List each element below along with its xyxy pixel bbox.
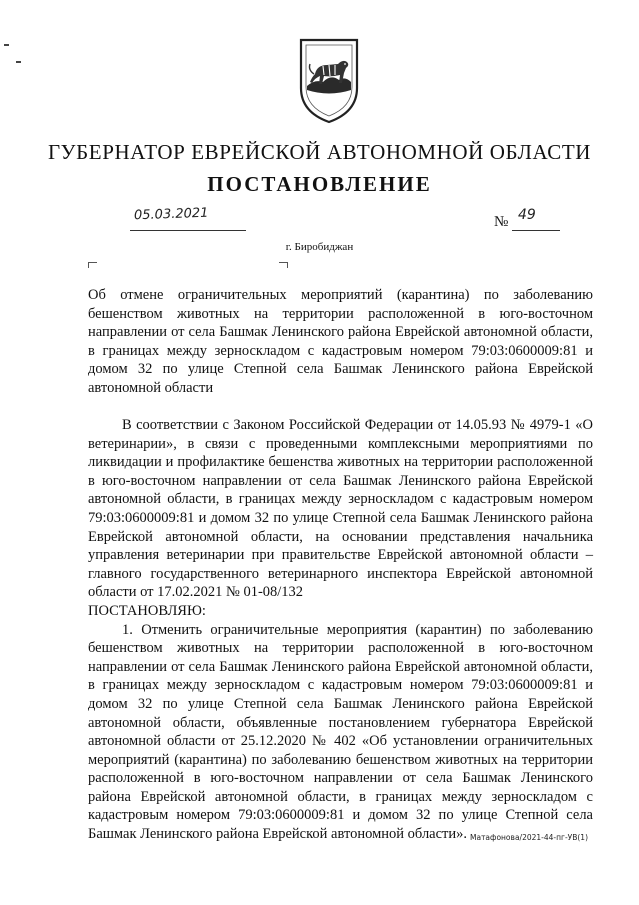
subject-corner-mark-left bbox=[88, 262, 97, 268]
resolution-item-1: 1. Отменить ограничительные мероприятия (карантин) по заболеванию бешенством животных на территории расположенной в юго-восточном направлении от села Башмак Ленинского района Еврейской автономной области, в границах между зерноскладом с кадастровым номером 79:03:0600009:81 и домом 32 по улице Степной села Башмак Ленинского района Еврейской автономной области, объявленные постановлением губернатора Еврейской автономной области от 25.12.2020 № 402 «Об установлении ограничительных мероприятий (карантина) по заболеванию бешенством животных на территории расположенной в юго-восточном направлении от села Башмак Ленинского района Еврейской автономной области, в границах между зерноскладом с кадастровым номером 79:03:0600009:81 и домом 32 по улице Степной села Башмак Ленинского района Еврейской автономной области». bbox=[88, 621, 593, 843]
document-subject: Об отмене ограничительных мероприятий (карантина) по заболеванию бешенством животных на территории расположенной в юго-восточном направлении от села Башмак Ленинского района Еврейской автономной области, в границах между зерноскладом с кадастровым номером 79:03:0600009:81 и домом 32 по улице Степной села Башмак Ленинского района Еврейской автономной области bbox=[88, 287, 593, 396]
document-date: 05.03.2021 bbox=[133, 205, 209, 224]
preamble-paragraph: В соответствии с Законом Российской Федерации от 14.05.93 № 4979-1 «О ветеринарии», в связи с проведенными комплексными мероприятиями по ликвидации и профилактике бешенства животных на территории расположенной в юго-восточном направлении от села Башмак Ленинского района Еврейской автономной области, в границах между зерноскладом с кадастровым номером 79:03:0600009:81 и домом 32 по улице Степной села Башмак Ленинского района Еврейской автономной области, на основании представления начальника управления ветеринарии при правительстве Еврейской автономной области – главного государственного ветеринарного инспектора Еврейской автономной области от 17.02.2021 № 01-08/132 bbox=[88, 417, 593, 601]
number-prefix: № bbox=[494, 214, 509, 230]
document-type: ПОСТАНОВЛЕНИЕ bbox=[207, 172, 432, 196]
document-body bbox=[88, 416, 593, 844]
document-number: 49 bbox=[518, 207, 536, 223]
issuing-authority: ГУБЕРНАТОР ЕВРЕЙСКОЙ АВТОНОМНОЙ ОБЛАСТИ bbox=[47, 140, 592, 164]
date-underline bbox=[130, 230, 246, 231]
scan-artifact bbox=[16, 61, 21, 63]
scan-artifact bbox=[4, 44, 9, 46]
coat-of-arms-tiger-icon bbox=[293, 36, 365, 126]
issue-city: г. Биробиджан bbox=[285, 241, 354, 253]
number-underline bbox=[512, 230, 560, 231]
executor-code: Матафонова/2021-44-пг-УВ(1) bbox=[470, 833, 589, 842]
resolution-keyword: ПОСТАНОВЛЯЮ: bbox=[88, 602, 206, 619]
subject-corner-mark-right bbox=[279, 262, 288, 268]
